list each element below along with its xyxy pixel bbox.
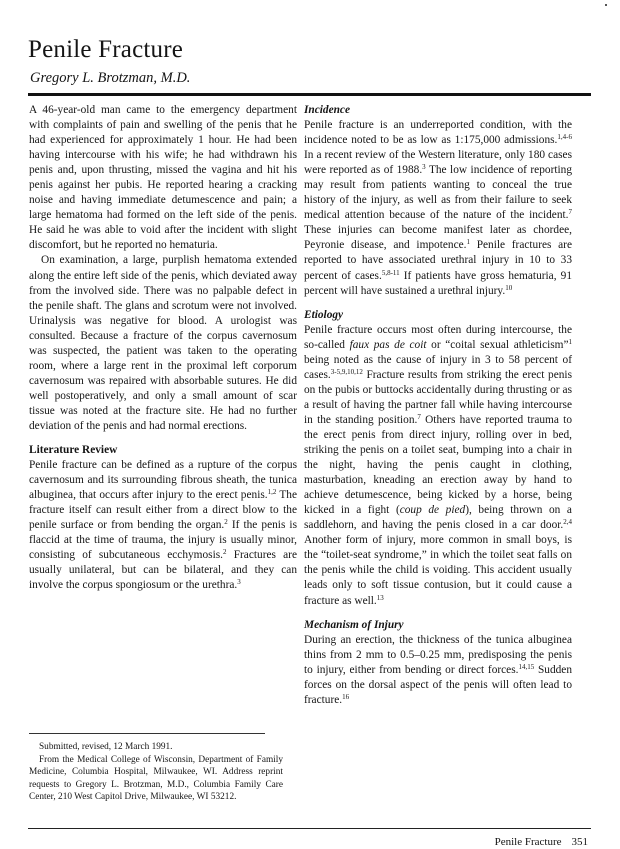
footnote-affiliation: From the Medical College of Wisconsin, Department of Family Medicine, Columbia Hospital, Milwaukee, WI. Address reprint requests to Gregory L. Brotzman, M.D., Columbia Family Care Center, 210 West Capitol Drive, Milwaukee, WI 53212. bbox=[29, 754, 283, 803]
article-title: Penile Fracture bbox=[28, 36, 184, 63]
etiology-heading: Etiology bbox=[304, 308, 344, 321]
case-paragraph-2: On examination, a large, purplish hematoma extended along the entire left side of the penis, which deviated away from the involved side. There was no palpable defect in the penile shaft. The glans and scrotum were not involved. Urinalysis was negative for blood. A urologist was consulted. Because a fracture of the corpus cavernosum was suspected, the patient was taken to the operating room, where a large rent in the proximal left corporum cavernosum was repaired with absorbable sutures. He did well postoperatively, and only a small amount of scar tissue was noted at the fracture site. He had no further deviation of the penis and had normal erections. bbox=[29, 254, 297, 432]
mech-text-b: Sudden forces on the dorsal aspect of the penis will often lead to fracture. bbox=[304, 663, 572, 706]
citation: 1,2 bbox=[267, 488, 277, 497]
et-faux-pas: faux pas de coit bbox=[349, 338, 427, 351]
footnote bbox=[29, 741, 283, 804]
page-number: 351 bbox=[571, 836, 588, 848]
lit-text-a: Penile fracture can be defined as a rupture of the corpus cavernosum and its surrounding fibrous sheath, the tunica albuginea, that occurs after injury to the erect penis. bbox=[29, 459, 297, 502]
citation: 1 bbox=[568, 337, 573, 346]
et-coup-de-pied: coup de pied bbox=[399, 504, 466, 517]
mechanism-paragraph bbox=[304, 633, 572, 708]
et-text-e: Others have reported trauma to the erect penis from direct injury, rolling over in bed, striking the penis on a toilet seat, bumping into a chair in the night, having the penis caught in clothing, masturbation, kneading an erection away by hand to achieve detumescence, being kicked by a horse, being kicked in a fight ( bbox=[304, 413, 572, 517]
running-title: Penile Fracture bbox=[494, 836, 562, 848]
citation: 2 bbox=[223, 548, 227, 557]
footer-rule bbox=[28, 828, 591, 829]
citation: 10 bbox=[505, 283, 513, 292]
citation: 3-5,9,10,12 bbox=[330, 367, 363, 376]
inc-text-d: These injuries can become manifest later as chordee, Peyronie disease, and impotence. bbox=[304, 224, 572, 252]
citation: 13 bbox=[376, 593, 384, 602]
footnote-submitted: Submitted, revised, 12 March 1991. bbox=[39, 742, 173, 752]
citation: 1 bbox=[466, 238, 470, 247]
citation: 1,4-6 bbox=[557, 133, 572, 142]
lit-text-c: If the penis is flaccid at the time of trauma, the injury is usually minor, consisting of subcutaneous ecchymosis. bbox=[29, 519, 297, 562]
citation: 3 bbox=[237, 578, 241, 587]
inc-text-b: In a recent review of the Western literature, only 180 cases were reported as of 1988. bbox=[304, 149, 572, 177]
inc-text-f: If patients have gross hematuria, 91 percent will have sustained a urethral injury. bbox=[304, 269, 572, 297]
header-rule bbox=[28, 93, 591, 96]
et-text-c: being noted as the cause of injury in 3 to 58 percent of cases. bbox=[304, 353, 572, 381]
mechanism-heading: Mechanism of Injury bbox=[304, 618, 404, 631]
literature-review-heading: Literature Review bbox=[29, 444, 118, 457]
lit-text-d: Fractures are usually unilateral, but can be bilateral, and they can involve the corpus spongiosum or the urethra. bbox=[29, 549, 297, 592]
inc-text-a: Penile fracture is an underreported condition, with the incidence noted to be as low as 1:175,000 admissions. bbox=[304, 119, 572, 147]
et-text-b: or “coital sexual athleticism” bbox=[426, 338, 569, 351]
etiology-paragraph bbox=[304, 323, 572, 609]
lit-text-b: The fracture itself can result either from a direct blow to the penile surface or from bending the organ. bbox=[29, 489, 297, 532]
incidence-paragraph bbox=[304, 118, 572, 299]
citation: 16 bbox=[342, 692, 350, 701]
footnote-rule bbox=[29, 733, 265, 734]
mech-text-a: During an erection, the thickness of the tunica albuginea thins from 2 mm to 0.5–0.25 mm, predisposing the penis to injury, either from bending or direct forces. bbox=[304, 633, 572, 676]
citation: 2 bbox=[224, 518, 228, 527]
citation: 7 bbox=[568, 208, 572, 217]
et-text-a: Penile fracture occurs most often during intercourse, the so-called bbox=[304, 323, 572, 351]
et-text-g: Another form of injury, more common in small boys, is the “toilet-seat syndrome,” in which the toilet seat falls on the penis while the child is voiding. This accident usually leads only to soft tissue contusion, but it could cause a fracture as well. bbox=[304, 534, 572, 607]
left-column bbox=[29, 103, 297, 594]
article-author: Gregory L. Brotzman, M.D. bbox=[30, 70, 191, 86]
citation: 3 bbox=[422, 163, 426, 172]
citation: 5,8-11 bbox=[381, 268, 400, 277]
incidence-heading: Incidence bbox=[304, 104, 350, 116]
page-footer bbox=[495, 836, 588, 848]
case-paragraph-1: A 46-year-old man came to the emergency department with complaints of pain and swelling of the penis that he had experienced for approximately 1 hour. He had been having intercourse with his wife; he had withdrawn his penis and, upon thrusting, missed the vagina and hit his penis against her pubis. He reported hearing a cracking noise and having immediate detumescence and pain; a large hematoma had formed on the left side of the penis. He said he was able to void after the incident with slight discomfort, but he reported no hematuria. bbox=[29, 104, 297, 252]
citation: 14,15 bbox=[518, 662, 535, 671]
inc-text-e: Penile fractures are reported to have associated urethral injury in 10 to 33 percent of cases. bbox=[304, 239, 572, 282]
scan-speck bbox=[605, 4, 607, 6]
inc-text-c: The low incidence of reporting may result from patients wanting to conceal the true history of the injury, as well as from their failure to seek medical attention because of the nature of the incident. bbox=[304, 164, 572, 222]
citation: 7 bbox=[417, 412, 421, 421]
right-column bbox=[304, 103, 572, 708]
citation: 2,4 bbox=[563, 518, 572, 527]
literature-review-paragraph bbox=[29, 458, 297, 593]
et-text-f: ), being thrown on a saddlehorn, and having the penis closed in a car door. bbox=[304, 504, 572, 532]
et-text-d: Fracture results from striking the erect penis on the pubis or buttocks accidentally during thrusting or as a result of having the partner fall while having intercourse in the standing position. bbox=[304, 368, 572, 426]
